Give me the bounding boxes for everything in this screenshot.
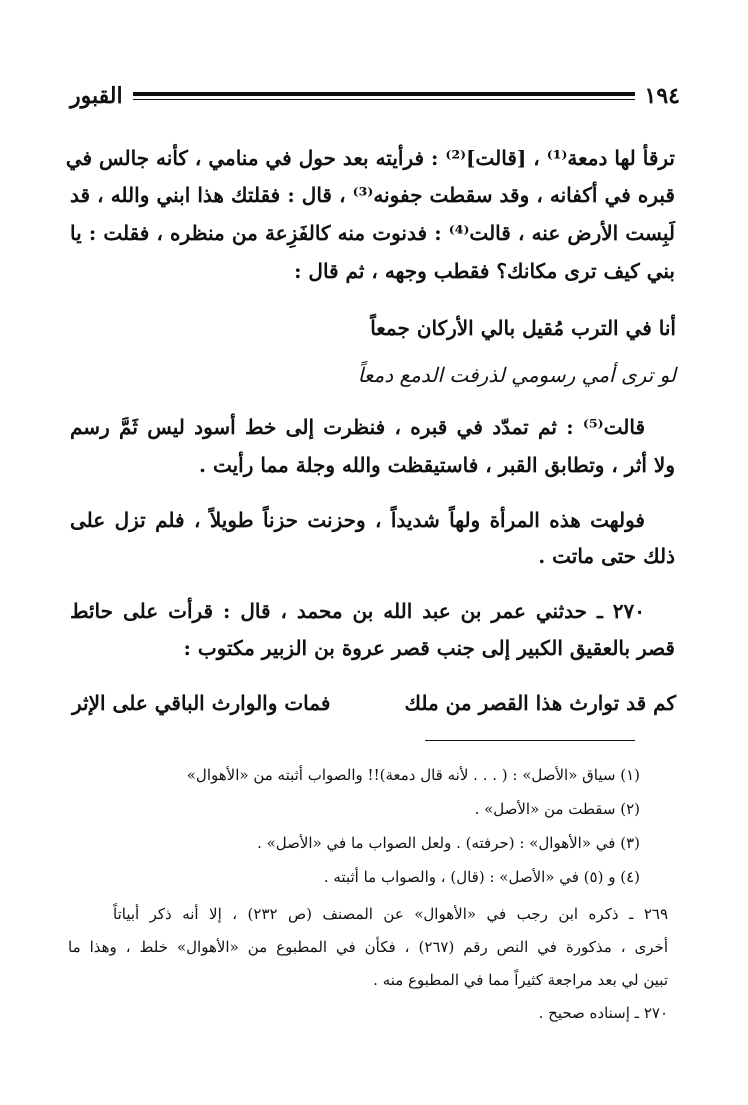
text-line: قالت⁽⁵⁾ : ثم تمدّد في قبره ، فنظرت إلى خط أسود ليس ثَمَّ رسم: [70, 415, 645, 439]
verse-hemistich-right: كم قد توارث هذا القصر من ملك: [404, 691, 676, 715]
text-line: ٢٧٠ ـ حدثني عمر بن عبد الله بن محمد ، قال : قرأت على حائط: [70, 599, 645, 623]
footnote-2: (٢) سقطت من «الأصل» .: [474, 800, 640, 818]
header-rule-thick: [133, 92, 635, 96]
poem-line-1: أنا في الترب مُقيل بالي الأركان جمعاً: [370, 316, 676, 340]
text-line: ترقأ لها دمعة⁽¹⁾ ، [قالت]⁽²⁾ : فرأيته بعد حول في منامي ، كأنه جالس في: [65, 146, 675, 170]
note-270: ٢٧٠ ـ إسناده صحيح .: [538, 1004, 668, 1022]
footnote-4: (٤) و (٥) في «الأصل» : (قال) ، والصواب ما أثبته .: [323, 868, 640, 886]
text-line: فولهت هذه المرأة ولهاً شديداً ، وحزنت حزناً طويلاً ، فلم تزل على: [70, 508, 645, 532]
page-header: [70, 78, 680, 114]
note-269-line-1: ٢٦٩ ـ ذكره ابن رجب في «الأهوال» عن المصنف (ص ٢٣٢) ، إلا أنه ذكر أبياتاً: [113, 905, 668, 923]
running-title: القبور: [70, 83, 123, 109]
text-line: ذلك حتى ماتت .: [538, 544, 675, 568]
footnote-3: (٣) في «الأهوال» : (حرفته) . ولعل الصواب ما في «الأصل» .: [257, 834, 640, 852]
verse-hemistich-left: فمات والوارث الباقي على الإثر: [72, 691, 331, 715]
note-269-line-3: تبين لي بعد مراجعة كثيراً مما في المطبوع منه .: [373, 971, 668, 989]
page-number: ١٩٤: [644, 83, 680, 109]
header-rule-thin: [133, 99, 635, 100]
header-rule: [133, 92, 635, 100]
text-line: قبره في أكفانه ، وقد سقطت جفونه⁽³⁾ ، قال : فقلتك هذا ابني والله ، قد: [70, 183, 675, 207]
note-269-line-2: أخرى ، مذكورة في النص رقم (٢٦٧) ، فكأن في المطبوع من «الأهوال» خلط ، وهذا ما: [68, 938, 668, 956]
footnote-1: (١) سياق «الأصل» : ( . . . لأنه قال دمعة)!! والصواب أثبته من «الأهوال»: [186, 766, 640, 784]
text-line: بني كيف ترى مكانك؟ فقطب وجهه ، ثم قال :: [294, 259, 675, 283]
text-line: ولا أثر ، وتطابق القبر ، فاستيقظت والله وجلة مما رأيت .: [199, 453, 675, 477]
text-line: لَبِست الأرض عنه ، قالت⁽⁴⁾ : فدنوت منه كالفَزِعة من منظره ، فقلت : يا: [70, 221, 675, 245]
footnote-divider: [425, 740, 635, 741]
poem-line-2: لو ترى أمي رسومي لذرفت الدمع دمعاً: [357, 363, 676, 387]
text-line: قصر بالعقيق الكبير إلى جنب قصر عروة بن الزبير مكتوب :: [183, 636, 675, 660]
